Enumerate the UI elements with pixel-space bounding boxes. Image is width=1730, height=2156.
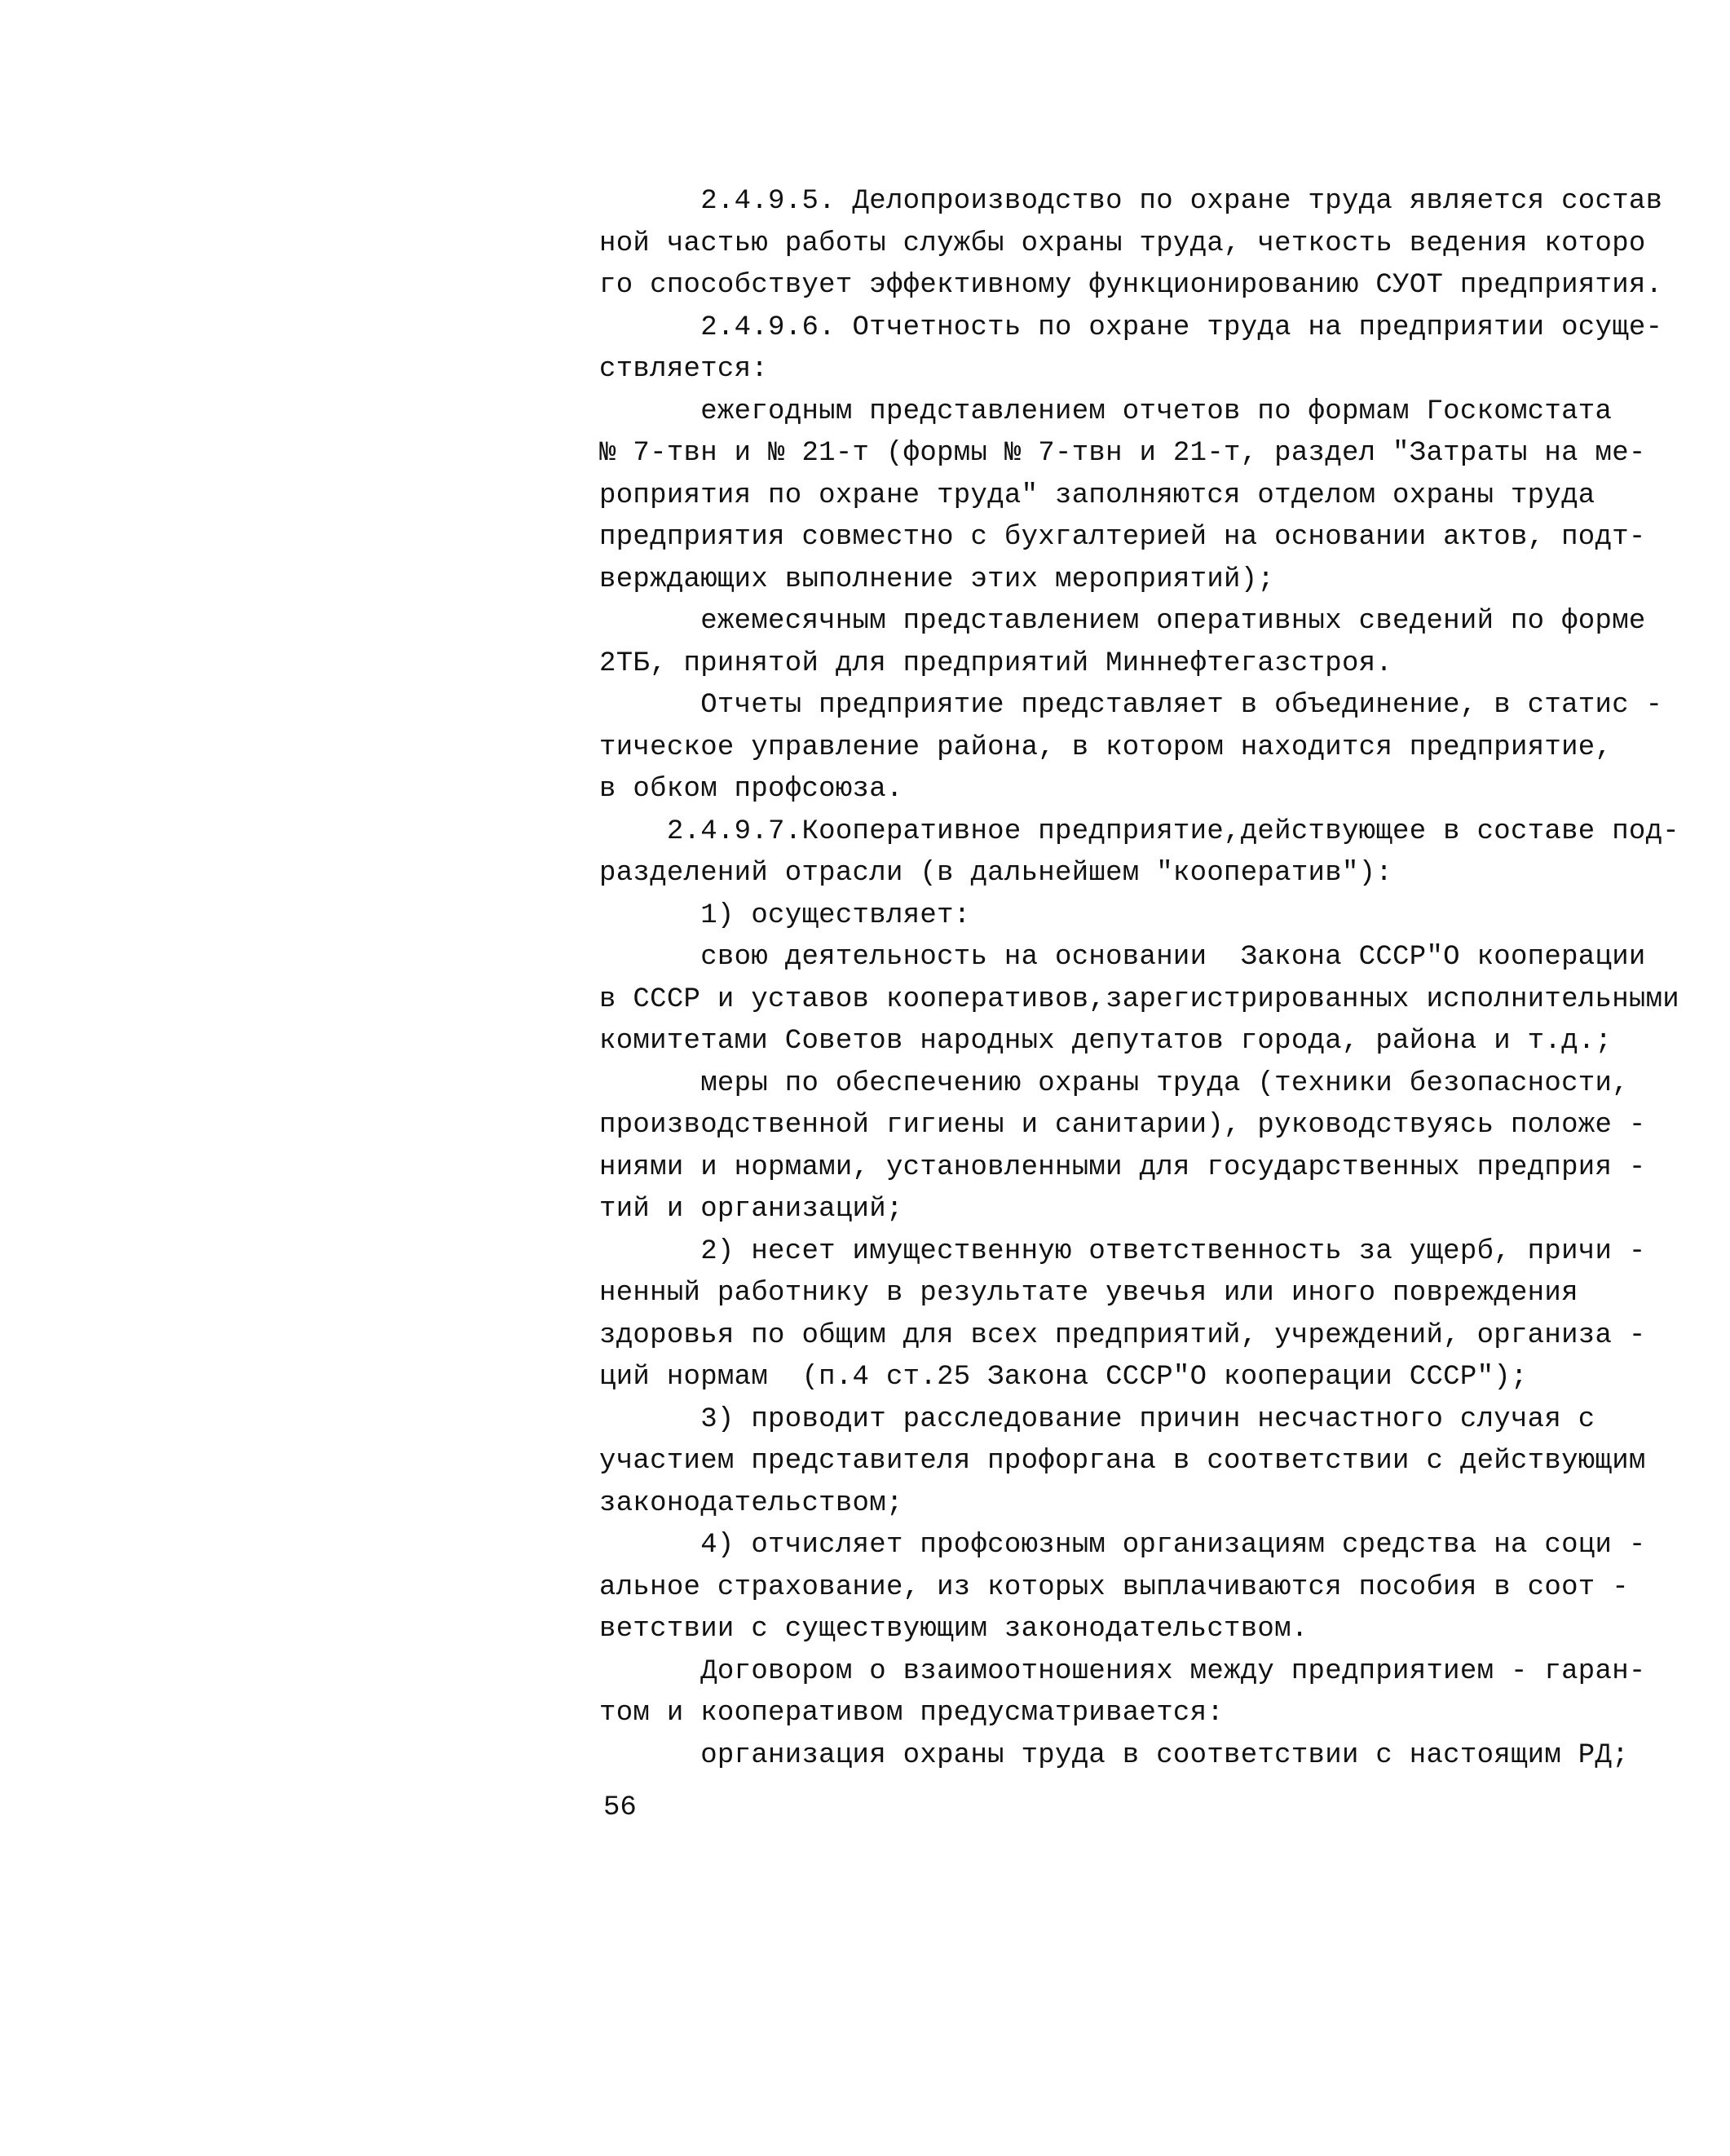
- text-line: 4) отчисляет профсоюзным организациям средства на соци -: [599, 1530, 1646, 1561]
- text-line: ной частью работы службы охраны труда, четкость ведения которо: [599, 228, 1646, 259]
- text-line: Договором о взаимоотношениях между предприятием - гаран-: [599, 1655, 1646, 1687]
- text-line: 3) проводит расследование причин несчастного случая с: [599, 1403, 1595, 1435]
- text-line: ветствии с существующим законодательством.: [599, 1614, 1309, 1645]
- text-line: законодательством;: [599, 1487, 903, 1519]
- text-line: меры по обеспечению охраны труда (техники безопасности,: [599, 1067, 1629, 1099]
- text-line: 2) несет имущественную ответственность за ущерб, причи -: [599, 1235, 1646, 1267]
- text-line: участием представителя профоргана в соответствии с действующим: [599, 1446, 1646, 1477]
- text-line: свою деятельность на основании Закона СССР"О кооперации: [599, 942, 1646, 973]
- text-line: роприятия по охране труда" заполняются отделом охраны труда: [599, 479, 1595, 511]
- text-line: в СССР и уставов кооперативов,зарегистрированных исполнительными: [599, 983, 1680, 1015]
- text-line: предприятия совместно с бухгалтерией на основании актов, подт-: [599, 522, 1646, 553]
- text-line: тий и организаций;: [599, 1194, 903, 1225]
- text-line: ствляется:: [599, 354, 769, 385]
- text-line: комитетами Советов народных депутатов города, района и т.д.;: [599, 1026, 1613, 1057]
- text-line: производственной гигиены и санитарии), руководствуясь положе -: [599, 1110, 1646, 1141]
- text-line: 2.4.9.5. Делопроизводство по охране труда является состав: [599, 186, 1663, 217]
- text-line: организация охраны труда в соответствии с настоящим РД;: [599, 1739, 1629, 1771]
- text-line: 2.4.9.6. Отчетность по охране труда на предприятии осуще-: [599, 311, 1663, 343]
- text-line: ежегодным представлением отчетов по формам Госкомстата: [599, 395, 1613, 427]
- text-line: альное страхование, из которых выплачиваются пособия в соот -: [599, 1571, 1629, 1603]
- text-line: разделений отрасли (в дальнейшем "кооператив"):: [599, 858, 1393, 889]
- text-line: том и кооперативом предусматривается:: [599, 1698, 1225, 1729]
- page-number: 56: [603, 1792, 637, 1823]
- text-line: 1) осуществляет:: [599, 899, 971, 931]
- text-line: тическое управление района, в котором находится предприятие,: [599, 731, 1613, 763]
- text-line: верждающих выполнение этих мероприятий);: [599, 563, 1275, 595]
- text-line: ций нормам (п.4 ст.25 Закона СССР"О кооперации СССР");: [599, 1362, 1528, 1393]
- text-line: здоровья по общим для всех предприятий, учреждений, организа -: [599, 1319, 1646, 1351]
- text-line: 2.4.9.7.Кооперативное предприятие,действующее в составе под-: [599, 815, 1680, 847]
- text-line: 2ТБ, принятой для предприятий Миннефтегазстроя.: [599, 647, 1393, 679]
- text-line: ежемесячным представлением оперативных сведений по форме: [599, 606, 1646, 637]
- text-line: Отчеты предприятие представляет в объединение, в статис -: [599, 690, 1663, 721]
- text-line: го способствует эффективному функционированию СУОТ предприятия.: [599, 270, 1663, 301]
- text-line: в обком профсоюза.: [599, 774, 903, 805]
- body-text: [599, 181, 1684, 1777]
- text-line: ниями и нормами, установленными для государственных предприя -: [599, 1151, 1646, 1183]
- text-line: № 7-твн и № 21-т (формы № 7-твн и 21-т, раздел "Затраты на ме-: [599, 438, 1646, 469]
- text-line: ненный работнику в результате увечья или иного повреждения: [599, 1278, 1578, 1309]
